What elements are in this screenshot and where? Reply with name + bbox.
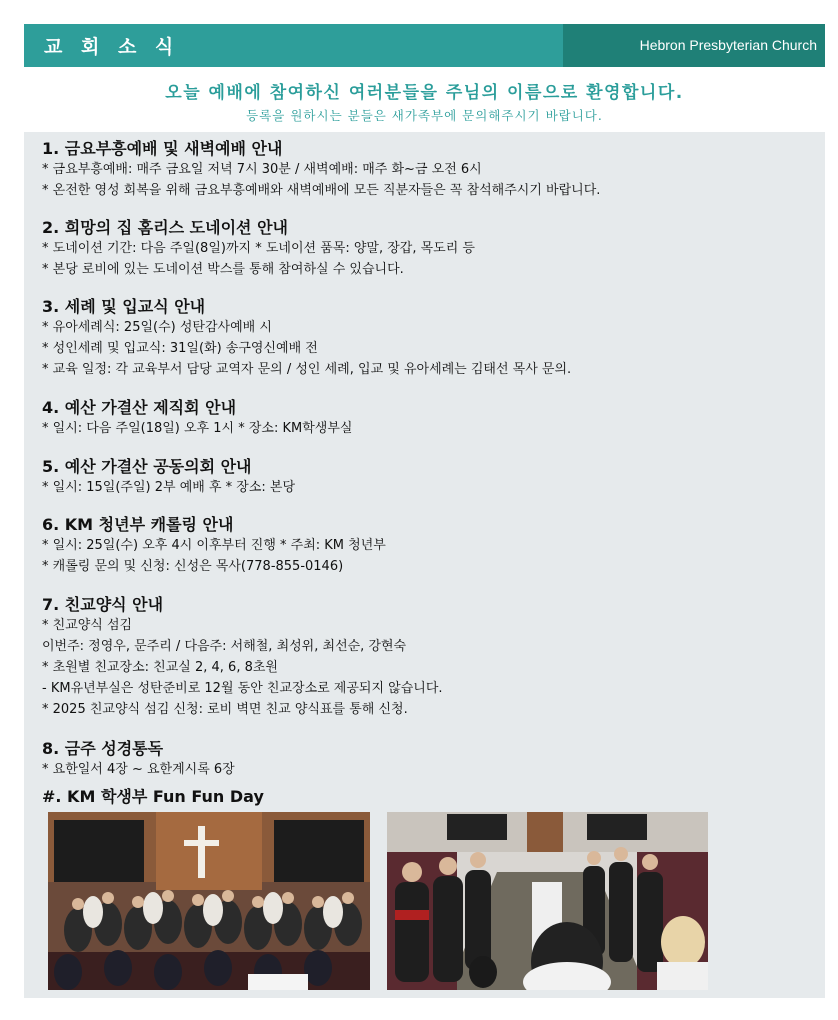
photo-activity-image — [387, 812, 708, 990]
section-2 — [42, 215, 475, 280]
section-line: * 2025 친교양식 섬김 신청: 로비 벽면 친교 양식표를 통해 신청. — [42, 702, 408, 717]
section-line: * 온전한 영성 회복을 위해 금요부흥예배와 새벽예배에 모든 직분자들은 꼭 참석해주시기 바랍니다. — [42, 183, 601, 198]
section-title: 7. 친교양식 안내 — [42, 595, 164, 614]
section-8 — [42, 736, 235, 780]
section-line: - KM유년부실은 성탄준비로 12월 동안 친교장소로 제공되지 않습니다. — [42, 681, 443, 696]
section-title: #. KM 학생부 Fun Fun Day — [42, 787, 264, 806]
welcome-line-1: 오늘 예배에 참여하신 여러분들을 주님의 이름으로 환영합니다. — [165, 83, 684, 103]
section-line: * 본당 로비에 있는 도네이션 박스를 통해 참여하실 수 있습니다. — [42, 262, 404, 277]
section-1 — [42, 136, 600, 201]
section-6 — [42, 512, 386, 577]
section-7 — [42, 592, 443, 720]
section-fun-day — [42, 784, 264, 807]
page-title: 교 회 소 식 — [44, 36, 180, 58]
section-line: * 교육 일정: 각 교육부서 담당 교역자 문의 / 성인 세례, 입교 및 유아세례는 김태선 목사 문의. — [42, 362, 572, 377]
section-line: * 일시: 15일(주일) 2부 예배 후 * 장소: 본당 — [42, 480, 296, 495]
header-bar — [24, 24, 825, 67]
section-5 — [42, 454, 295, 498]
section-title: 4. 예산 가결산 제직회 안내 — [42, 398, 237, 417]
section-line: 이번주: 정영우, 문주리 / 다음주: 서해철, 최성위, 최선순, 강현숙 — [42, 639, 407, 654]
section-4 — [42, 395, 352, 439]
section-line: * 캐롤링 문의 및 신청: 신성은 목사(778-855-0146) — [42, 559, 344, 574]
welcome-line-2: 등록을 원하시는 분들은 새가족부에 문의해주시기 바랍니다. — [246, 108, 603, 123]
section-title: 3. 세례 및 입교식 안내 — [42, 297, 206, 316]
section-line: * 유아세례식: 25일(수) 성탄감사예배 시 — [42, 320, 272, 335]
section-title: 8. 금주 성경통독 — [42, 739, 164, 758]
photo-group-image — [48, 812, 370, 990]
section-line: * 초원별 친교장소: 친교실 2, 4, 6, 8초원 — [42, 660, 278, 675]
photo-activity — [387, 812, 708, 990]
section-line: * 일시: 다음 주일(18일) 오후 1시 * 장소: KM학생부실 — [42, 421, 353, 436]
section-title: 6. KM 청년부 캐롤링 안내 — [42, 515, 234, 534]
section-title: 5. 예산 가결산 공동의회 안내 — [42, 457, 252, 476]
section-title: 2. 희망의 집 홈리스 도네이션 안내 — [42, 218, 288, 237]
photo-group — [48, 812, 370, 990]
section-title: 1. 금요부흥예배 및 새벽예배 안내 — [42, 139, 283, 158]
section-line: * 친교양식 섬김 — [42, 618, 133, 633]
section-line: * 성인세례 및 입교식: 31일(화) 송구영신예배 전 — [42, 341, 318, 356]
section-3 — [42, 294, 571, 380]
church-name: Hebron Presbyterian Church — [563, 24, 825, 67]
welcome-message — [24, 78, 825, 124]
section-line: * 금요부흥예배: 매주 금요일 저녁 7시 30분 / 새벽예배: 매주 화~금 오전 6시 — [42, 162, 482, 177]
section-line: * 일시: 25일(수) 오후 4시 이후부터 진행 * 주최: KM 청년부 — [42, 538, 386, 553]
section-line: * 요한일서 4장 ~ 요한계시록 6장 — [42, 762, 235, 777]
section-line: * 도네이션 기간: 다음 주일(8일)까지 * 도네이션 품목: 양말, 장갑, 목도리 등 — [42, 241, 475, 256]
